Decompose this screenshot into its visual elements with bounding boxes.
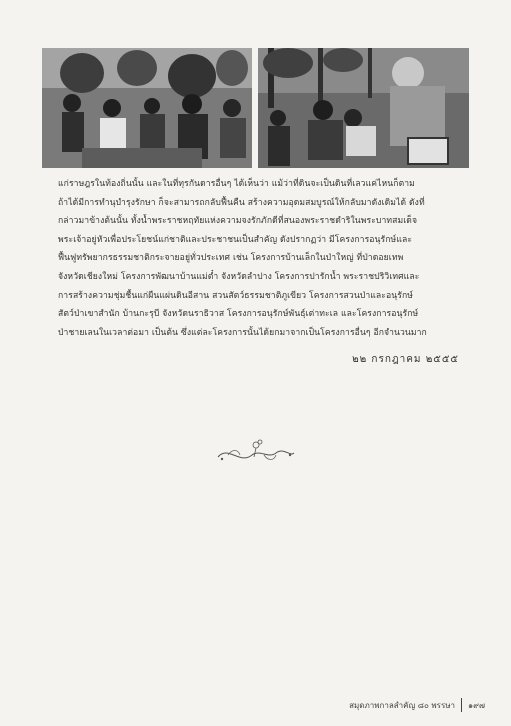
footer-divider — [461, 698, 462, 712]
body-line: พระเจ้าอยู่หัวเพื่อประโยชน์แก่ชาติและประชาชนเป็นสำคัญ ดังปรากฏว่า มีโครงการอนุรักษ์และ — [58, 234, 413, 245]
body-line: ถ้าได้มีการทำนุบำรุงรักษา ก็จะสามารถกลับฟื้นคืน สร้างความอุดมสมบูรณ์ให้กลับมาดังเดิมได้ ดังที่ — [58, 197, 425, 208]
page-footer — [349, 698, 485, 712]
body-text — [58, 175, 470, 342]
floral-ornament-icon — [214, 435, 298, 469]
body-line: กล่าวมาข้างต้นนั้น ทั้งน้ำพระราชหฤทัยแห่งความจงรักภักดีที่สนองพระราชดำริในพระบาทสมเด็จ — [58, 216, 418, 227]
page-number: ๑๙๗ — [468, 700, 485, 710]
photo-right — [258, 48, 469, 168]
body-line: สัตว์ป่าเขาสำนัก บ้านกะรุบี จังหวัดนราธิวาส โครงการอนุรักษ์พันธุ์เต่าทะเล และโครงการอนุรักษ์ — [58, 309, 419, 320]
body-line: แก่ราษฎรในท้องถิ่นนั้น และในที่ทุรกันดารอื่นๆ ได้เห็นว่า แม้ว่าที่ดินจะเป็นดินที่เลวแค่ไหนก็ตาม — [58, 179, 415, 189]
photo-group-outdoor-icon — [42, 48, 252, 168]
body-line: จังหวัดเชียงใหม่ โครงการพัฒนาบ้านแม่ต๋ำ จังหวัดลำปาง โครงการปารักน้ำ พระราชปริวิเทศและ — [58, 271, 420, 282]
date-line: ๒๒ กรกฎาคม ๒๕๕๕ — [352, 354, 459, 365]
photo-royal-visit-icon — [258, 48, 469, 168]
body-line: ฟื้นฟูทรัพยากรธรรมชาติกระจายอยู่ทั่วประเทศ เช่น โครงการบ้านเล็กในป่าใหญ่ ที่ป่าดอยเทพ — [58, 253, 404, 264]
photo-row — [42, 48, 469, 168]
photo-left — [42, 48, 252, 168]
body-line: การสร้างความชุ่มชื้นแก่ผืนแผ่นดินอีสาน สวนสัตว์ธรรมชาติภูเขียว โครงการสวนป่าและอนุรักษ์ — [58, 290, 414, 301]
body-line: ป่าชายเลนในเวลาต่อมา เป็นต้น ซึ่งแต่ละโครงการนั้นได้ยกมาจากเป็นโครงการอื่นๆ อีกจำนวนมาก — [58, 327, 427, 338]
footer-book-title: สมุดภาพกาลสำคัญ ๘๐ พรรษา — [349, 700, 456, 710]
